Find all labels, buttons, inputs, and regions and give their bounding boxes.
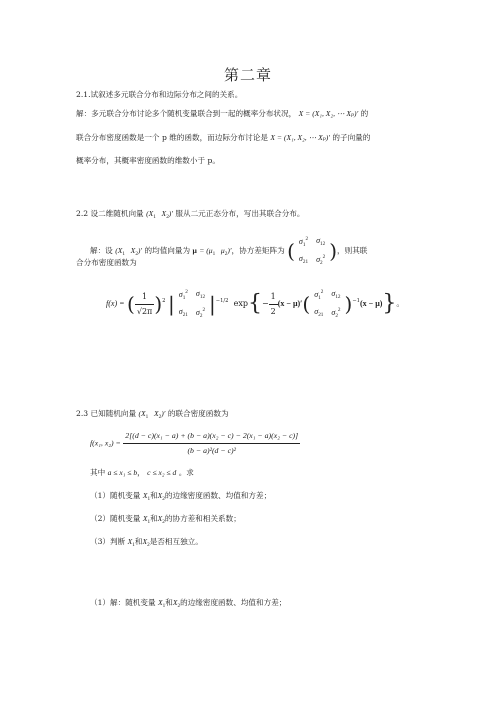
q3-item-1: （1）随机变量 $X_1$和$X_2$的边缘密度函数、均值和方差； [90, 491, 272, 502]
q2-question: 2.2 设二维随机向量 ($X_1$ $X_2)'$ 服从二元正态分布，写出其联合分布。 [76, 209, 305, 220]
q2-answer-line2: 合分布密度函数为 [76, 258, 137, 267]
vector-x-math-2: X = (X₁, X₂, ⋯ Xₚ)′ [270, 133, 330, 142]
q3-item-3: （3）判断 $X_1$和$X_2$是否相互独立。 [90, 537, 203, 548]
chapter-title: 第二章 [223, 66, 272, 84]
q2-answer-line1: 解：设 ($X_1$ $X_2)'$ 的均值向量为 $\mu = (\mu_1$ $\mu_2)'$，协方差矩阵为 ( $\sigma_1^2$ $\sigma_{12}$ $\sigma_{21}$ $\sigma_2^2$ )，则其联 [90, 235, 368, 266]
q3-answer-intro: （1）解：随机变量 $X_1$和$X_2$的边缘密度函数、均值和方差； [90, 598, 287, 609]
q3-condition: 其中 a ≤ x₁ ≤ b， c ≤ x₂ ≤ d 。求 [90, 468, 194, 477]
q3-question: 2.3 已知随机向量 ($X_1$ $X_2)'$ 的联合密度函数为 [76, 409, 229, 420]
q3-density-formula: f(x₁, x₂) = $\frac{\text{2[(d − c)(x₁ − a) + (b − a)(x₂ − c) − 2(x₁ − a)(x₂ − c)]}}{\text{(b − a)²(d − c)²}}$ [90, 431, 299, 455]
q1-question: 2.1.试叙述多元联合分布和边际分布之间的关系。 [76, 90, 243, 99]
bivariate-normal-formula: f(x) = ( $\frac{1}{√2\pi}$ )$^2$ | $\sigma_1^2$ $\sigma_{12}$ $\sigma_{21}$ $\sigma_2^2$ $|^{-1/2}$ exp{− $\frac{1}{2}$ (x − μ)′( $\sigma_1^2$ $\sigma_{12}$ $\sigma_{21}$ $\sigma_2^2$ )$^{-1}$(x − μ)}。 [106, 288, 405, 319]
q1-answer-line3: 概率分布，其概率密度函数的维数小于 p。 [76, 156, 220, 165]
q1-answer-line2: 联合分布密度函数是一个 p 维的函数，而边际分布讨论是 X = (X₁, X₂, ⋯ Xₚ)′ 的子向量的 [76, 133, 371, 142]
q1-answer-line1: 解：多元联合分布讨论多个随机变量联合到一起的概率分布状况， X = (X₁, X₂, ⋯ Xₚ)′ 的 [76, 109, 369, 118]
q3-item-2: （2）随机变量 $X_1$和$X_2$的协方差和相关系数； [90, 514, 241, 525]
vector-x-math: X = (X₁, X₂, ⋯ Xₚ)′ [298, 109, 359, 118]
